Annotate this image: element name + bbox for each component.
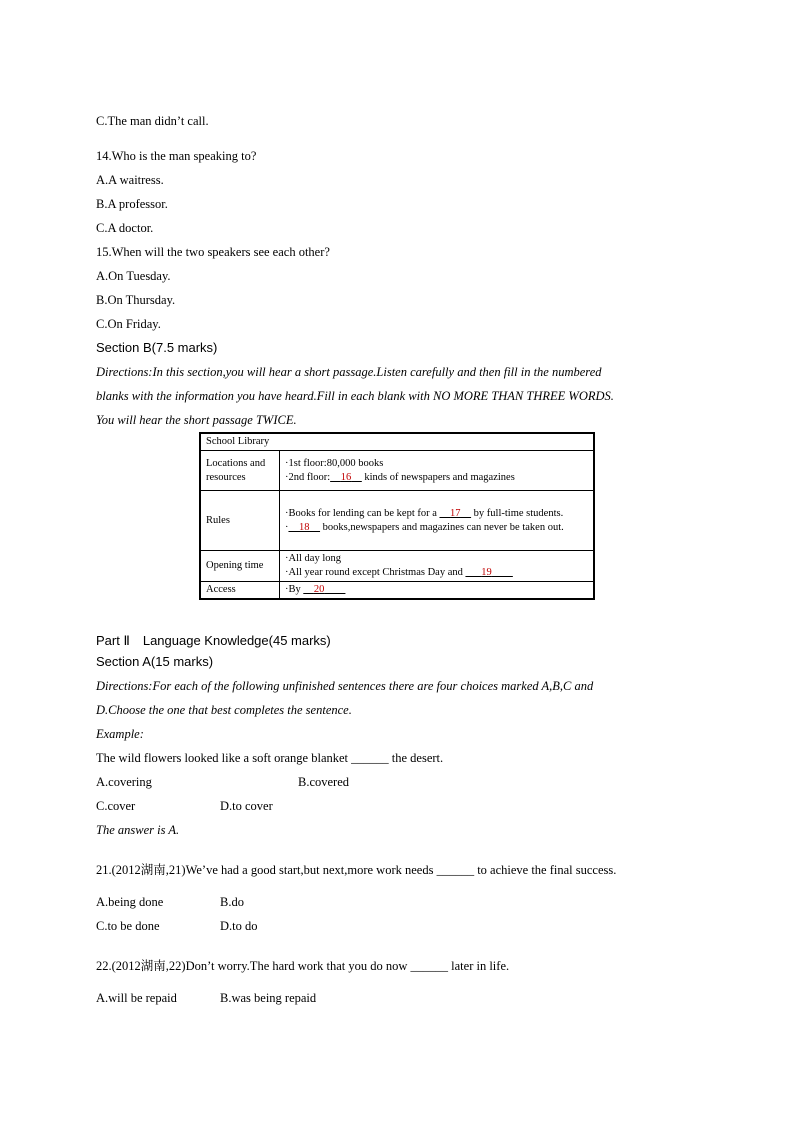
section-a-directions-line: D.Choose the one that best completes the sentence. [96, 703, 352, 717]
section-b-directions-line: Directions:In this section,you will hear a short passage.Listen carefully and then fill in the numbered [96, 365, 602, 379]
example-answer: The answer is A. [96, 823, 180, 837]
table-row [200, 451, 594, 491]
q22-option-b: B.was being repaid [220, 991, 317, 1005]
row-content [280, 582, 595, 600]
table-row [200, 491, 594, 551]
section-b-directions-line: blanks with the information you have heard.Fill in each blank with NO MORE THAN THREE WORDS. [96, 389, 614, 403]
table-row [200, 582, 594, 600]
row-content [280, 491, 595, 551]
row-label: Access [200, 582, 280, 600]
example-option-a: A.covering [96, 775, 152, 789]
q14-option-c: C.A doctor. [96, 221, 154, 235]
section-a-heading: Section A(15 marks) [96, 654, 214, 669]
table-title-row [200, 433, 594, 451]
blank-18: __18__ [288, 521, 320, 533]
q21-option-a: A.being done [96, 895, 164, 909]
row-label: Locations and resources [200, 451, 280, 491]
q14-stem: 14.Who is the man speaking to? [96, 149, 257, 163]
section-b-directions-line: You will hear the short passage TWICE. [96, 413, 297, 427]
row-line: ·All year round except Christmas Day and ___19____ [285, 567, 513, 578]
row-label: Rules [200, 491, 280, 551]
row-line: ·1st floor:80,000 books [285, 457, 384, 469]
q15-option-a: A.On Tuesday. [96, 269, 171, 283]
table-row [200, 551, 594, 582]
blank-17: __17__ [439, 507, 472, 519]
q21-stem: 21.(2012湖南,21)We’ve had a good start,but next,more work needs ______ to achieve the final success. [96, 863, 617, 877]
q21-option-c: C.to be done [96, 919, 160, 933]
row-line: ·2nd floor:__16__ kinds of newspapers and magazines [285, 471, 515, 483]
section-a-directions-line: Directions:For each of the following unfinished sentences there are four choices marked A,B,C and [96, 679, 594, 693]
example-label: Example: [96, 727, 144, 741]
q22-stem: 22.(2012湖南,22)Don’t worry.The hard work that you do now ______ later in life. [96, 959, 510, 973]
q22-option-a: A.will be repaid [96, 991, 177, 1005]
example-option-c: C.cover [96, 799, 136, 813]
row-content [280, 451, 595, 491]
section-b-heading: Section B(7.5 marks) [96, 340, 218, 355]
q14-option-b: B.A professor. [96, 197, 168, 211]
part-2-heading: Part Ⅱ Language Knowledge(45 marks) [96, 633, 331, 648]
q13-option-c: C.The man didn’t call. [96, 114, 209, 128]
q14-option-a: A.A waitress. [96, 173, 164, 187]
blank-20: __20____ [303, 584, 346, 595]
q15-stem: 15.When will the two speakers see each other? [96, 245, 330, 259]
school-library-table [199, 432, 595, 600]
example-option-d: D.to cover [220, 799, 273, 813]
q15-option-c: C.On Friday. [96, 317, 161, 331]
blank-16: __16__ [330, 471, 362, 483]
q21-option-b: B.do [220, 895, 244, 909]
example-option-b: B.covered [298, 775, 350, 789]
blank-19: ___19____ [465, 567, 513, 578]
q15-option-b: B.On Thursday. [96, 293, 176, 307]
row-line: ·Books for lending can be kept for a __17__ by full-time students. [285, 507, 564, 519]
table-title: School Library [200, 433, 594, 451]
example-sentence: The wild flowers looked like a soft orange blanket ______ the desert. [96, 751, 444, 765]
row-line: ·__18__ books,newspapers and magazines can never be taken out. [285, 521, 564, 533]
q21-option-d: D.to do [220, 919, 258, 933]
row-content [280, 551, 595, 582]
row-line: ·By __20____ [285, 584, 346, 595]
row-line: ·All day long [285, 553, 341, 564]
row-label: Opening time [200, 551, 280, 582]
